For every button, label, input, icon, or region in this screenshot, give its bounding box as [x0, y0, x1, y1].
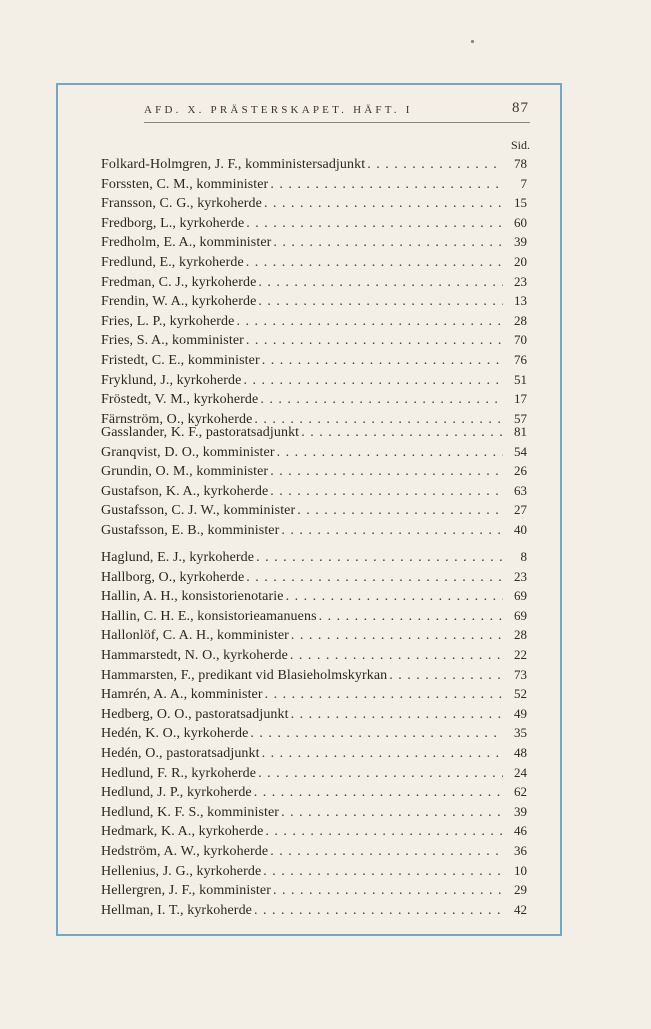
column-label-sid: Sid. [510, 138, 530, 152]
entry-page-number: 23 [514, 568, 527, 584]
entry-page-number: 22 [514, 646, 527, 662]
dot-leader [295, 501, 503, 521]
index-entry [101, 743, 527, 763]
index-entry [101, 665, 527, 685]
index-entry [101, 291, 527, 311]
index-entry [101, 272, 527, 292]
index-entry [101, 213, 527, 233]
index-entry [101, 625, 527, 645]
index-entry [101, 684, 527, 704]
entry-page-number: 76 [514, 351, 527, 367]
entry-page-number: 36 [514, 842, 527, 858]
dot-leader [244, 214, 503, 234]
index-entry [101, 330, 527, 350]
dot-leader [258, 390, 503, 410]
entry-page-number: 39 [514, 803, 527, 819]
entry-name: Hedén, O., pastoratsadjunkt [101, 745, 260, 761]
index-entry [101, 567, 527, 587]
index-entry [101, 782, 527, 802]
entry-page-number: 78 [514, 156, 527, 171]
entry-page-number: 49 [514, 705, 527, 721]
index-entry [101, 252, 527, 272]
index-entry [101, 461, 527, 481]
dot-leader [263, 822, 503, 842]
entry-page-number: 39 [514, 234, 527, 250]
entry-name: Fredman, C. J., kyrkoherde [101, 274, 257, 290]
entry-name: Haglund, E. J., kyrkoherde [101, 550, 255, 565]
entry-page-number: 51 [514, 371, 527, 387]
dot-leader [256, 764, 503, 784]
entry-name: Fristedt, C. E., komminister [101, 352, 260, 368]
dot-leader [268, 175, 503, 195]
index-entry [101, 547, 527, 567]
dot-leader [289, 626, 503, 646]
entry-page-number: 28 [514, 312, 527, 328]
entry-page-number: 62 [514, 784, 527, 800]
dot-leader [365, 155, 503, 175]
dot-leader [256, 292, 503, 312]
entry-page-number: 8 [520, 549, 527, 564]
dot-leader [244, 568, 503, 588]
index-entry [101, 861, 527, 881]
index-entry [101, 704, 527, 724]
entry-page-number: 48 [514, 744, 527, 760]
index-entry [101, 821, 527, 841]
entry-name: Färnström, O., kyrkoherde [101, 411, 253, 427]
index-entry [101, 586, 527, 606]
entry-name: Hedlund, F. R., kyrkoherde [101, 765, 257, 781]
entry-name: Hedlund, J. P., kyrkoherde [101, 785, 252, 801]
index-entry [101, 350, 527, 370]
dot-leader [279, 803, 503, 823]
index-entry [101, 481, 527, 501]
index-entry [101, 520, 527, 540]
entry-page-number: 13 [514, 293, 527, 309]
entry-page-number: 60 [514, 214, 527, 230]
index-entry [101, 500, 527, 520]
dot-leader [268, 482, 503, 502]
entry-page-number: 40 [514, 521, 527, 537]
entry-page-number: 24 [514, 764, 527, 780]
entry-page-number: 57 [514, 410, 527, 426]
dot-leader [271, 881, 503, 901]
dot-leader [261, 862, 503, 882]
index-group-h [101, 547, 527, 919]
index-group-g [101, 422, 527, 540]
entry-name: Folkard-Holmgren, J. F., komministersadjunkt [101, 157, 366, 172]
entry-page-number: 42 [514, 901, 527, 917]
entry-name: Fredborg, L., kyrkoherde [101, 215, 245, 231]
entry-name: Fries, L. P., kyrkoherde [101, 313, 235, 329]
entry-name: Hedlund, K. F. S., komminister [101, 804, 280, 820]
entry-name: Fröstedt, V. M., kyrkoherde [101, 392, 259, 408]
entry-page-number: 52 [514, 686, 527, 702]
entry-name: Hedén, K. O., kyrkoherde [101, 726, 249, 742]
index-entry [101, 370, 527, 390]
dot-leader [289, 705, 503, 725]
entry-name: Hammarsten, F., predikant vid Blasieholmskyrkan [101, 667, 388, 683]
entry-page-number: 7 [520, 175, 527, 191]
scan-speck [471, 40, 474, 43]
entry-name: Gasslander, K. F., pastoratsadjunkt [101, 425, 300, 440]
dot-leader [241, 371, 503, 391]
entry-name: Gustafsson, E. B., komminister [101, 522, 280, 538]
dot-leader [256, 273, 503, 293]
entry-name: Fries, S. A., komminister [101, 333, 244, 349]
dot-leader [268, 462, 503, 482]
dot-leader [254, 548, 503, 568]
entry-name: Forssten, C. M., komminister [101, 176, 269, 192]
index-entry [101, 232, 527, 252]
entry-page-number: 26 [514, 463, 527, 479]
dot-leader [279, 521, 503, 541]
entry-page-number: 69 [514, 588, 527, 604]
entry-name: Hellergren, J. F., komminister [101, 883, 271, 899]
entry-page-number: 28 [514, 627, 527, 643]
index-entry [101, 645, 527, 665]
entry-name: Hedberg, O. O., pastoratsadjunkt [101, 706, 289, 722]
entry-name: Hellenius, J. G., kyrkoherde [101, 863, 262, 879]
dot-leader [262, 194, 503, 214]
entry-page-number: 63 [514, 482, 527, 498]
entry-name: Fredlund, E., kyrkoherde [101, 254, 244, 270]
entry-page-number: 27 [514, 502, 527, 518]
dot-leader [284, 587, 503, 607]
dot-leader [252, 783, 503, 803]
entry-name: Fransson, C. G., kyrkoherde [101, 196, 262, 212]
entry-name: Hallborg, O., kyrkoherde [101, 569, 245, 585]
dot-leader [288, 646, 503, 666]
dot-leader [248, 724, 503, 744]
entry-name: Hammarstedt, N. O., kyrkoherde [101, 647, 288, 663]
entry-page-number: 15 [514, 195, 527, 211]
dot-leader [244, 253, 503, 273]
index-group-f [101, 154, 527, 428]
entry-name: Hedmark, K. A., kyrkoherde [101, 824, 264, 840]
entry-name: Granqvist, D. O., komminister [101, 444, 275, 460]
dot-leader [268, 842, 503, 862]
header-rule [144, 122, 530, 123]
entry-name: Grundin, O. M., komminister [101, 464, 269, 480]
entry-name: Fredholm, E. A., komminister [101, 235, 272, 251]
dot-leader [271, 233, 503, 253]
index-entry [101, 900, 527, 920]
entry-name: Fryklund, J., kyrkoherde [101, 372, 242, 388]
index-entry [101, 154, 527, 174]
entry-name: Hedström, A. W., kyrkoherde [101, 843, 269, 859]
entry-page-number: 17 [514, 391, 527, 407]
dot-leader [387, 666, 503, 686]
entry-name: Gustafson, K. A., kyrkoherde [101, 483, 269, 499]
index-entry [101, 193, 527, 213]
entry-page-number: 23 [514, 273, 527, 289]
entry-page-number: 10 [514, 862, 527, 878]
entry-page-number: 35 [514, 725, 527, 741]
entry-page-number: 20 [514, 253, 527, 269]
index-entry [101, 606, 527, 626]
entry-name: Hellman, I. T., kyrkoherde [101, 902, 252, 918]
dot-leader [252, 901, 503, 921]
entry-page-number: 70 [514, 332, 527, 348]
index-entry [101, 880, 527, 900]
dot-leader [234, 312, 503, 332]
entry-name: Hallin, C. H. E., konsistorieamanuens [101, 608, 317, 624]
index-entry [101, 841, 527, 861]
entry-page-number: 73 [514, 666, 527, 682]
index-entry [101, 442, 527, 462]
page-number: 87 [512, 100, 529, 116]
entry-page-number: 46 [514, 823, 527, 839]
entry-page-number: 29 [514, 882, 527, 898]
index-entry [101, 723, 527, 743]
index-entry [101, 311, 527, 331]
dot-leader [317, 607, 503, 627]
entry-name: Hallin, A. H., konsistorienotarie [101, 589, 284, 605]
entry-page-number: 81 [514, 424, 527, 439]
entry-name: Hamrén, A. A., komminister [101, 687, 263, 703]
entry-name: Hallonlöf, C. A. H., komminister [101, 628, 289, 644]
entry-name: Gustafsson, C. J. W., komminister [101, 503, 296, 519]
dot-leader [244, 331, 503, 351]
entry-page-number: 69 [514, 607, 527, 623]
dot-leader [260, 351, 503, 371]
dot-leader [263, 685, 503, 705]
index-entry [101, 422, 527, 442]
entry-page-number: 54 [514, 443, 527, 459]
entry-name: Frendin, W. A., kyrkoherde [101, 294, 257, 310]
index-entry [101, 174, 527, 194]
dot-leader [275, 443, 503, 463]
index-entry [101, 802, 527, 822]
dot-leader [260, 744, 503, 764]
index-entry [101, 763, 527, 783]
running-header-title: AFD. X. PRÄSTERSKAPET. HÄFT. I [144, 104, 413, 116]
index-entry [101, 389, 527, 409]
dot-leader [299, 423, 503, 443]
